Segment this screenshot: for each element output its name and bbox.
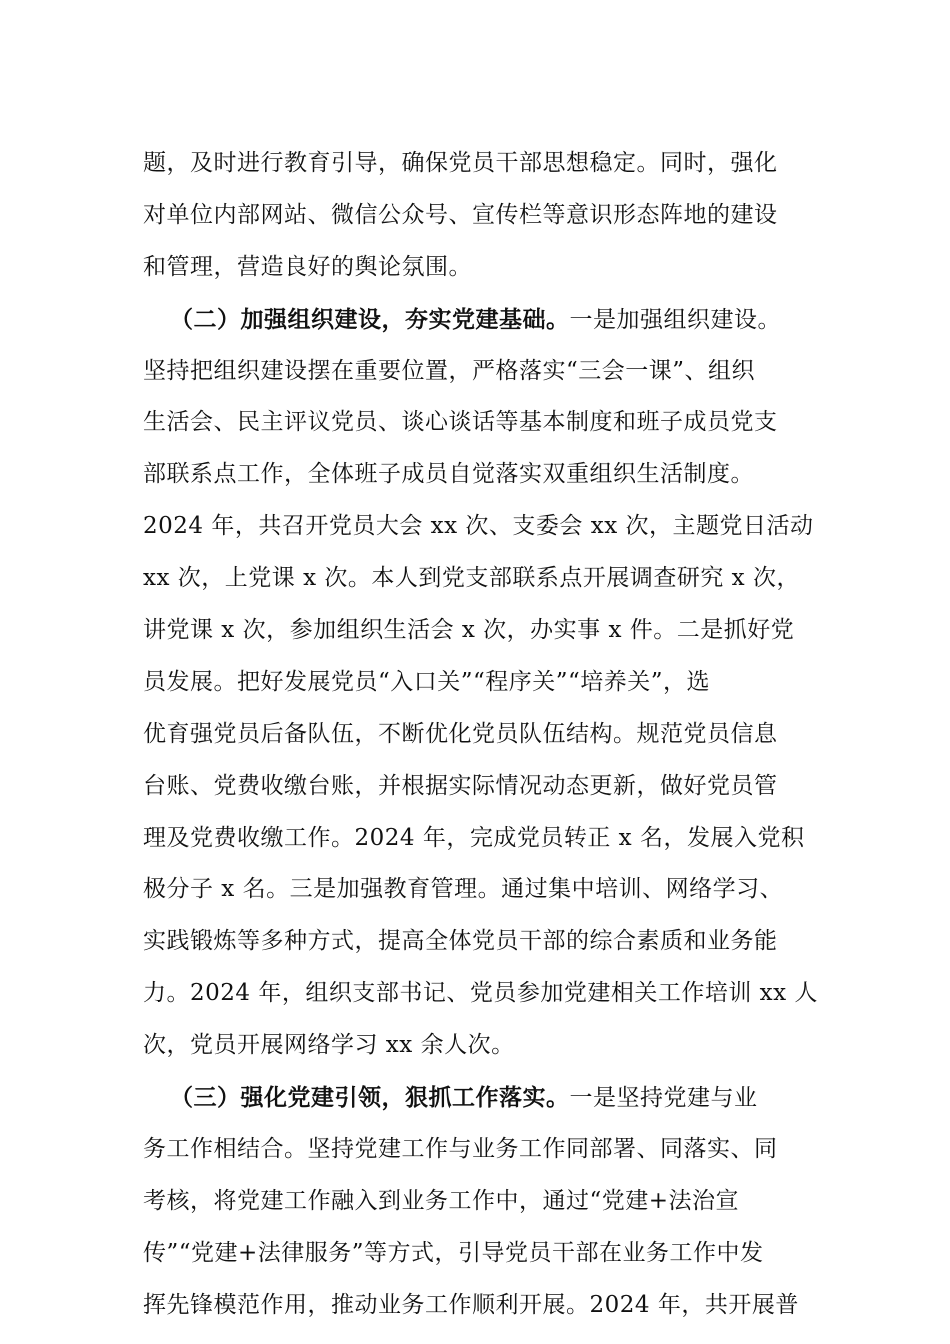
text-line: 一是加强组织建设。 [569, 306, 781, 333]
text-line: 和管理，营造良好的舆论氛围。 [143, 253, 472, 280]
section-heading: （三）强化党建引领，狠抓工作落实。 [170, 1084, 570, 1112]
text-line: 讲党课 x 次，参加组织生活会 x 次，办实事 x 件。二是抓好党 [143, 617, 795, 644]
text-line: 台账、党费收缴台账，并根据实际情况动态更新，做好党员管 [143, 772, 778, 799]
text-line: 理及党费收缴工作。2024 年，完成党员转正 x 名，发展入党积 [143, 824, 805, 851]
text-line: 部联系点工作，全体班子成员自觉落实双重组织生活制度。 [143, 461, 754, 488]
body-text [143, 138, 828, 1331]
section-heading-line [143, 294, 828, 346]
text-line: 次，党员开展网络学习 xx 余人次。 [143, 1032, 515, 1059]
section-heading-line [143, 1072, 828, 1124]
text-line: 员发展。把好发展党员“入口关”“程序关”“培养关”，选 [143, 668, 711, 695]
text-line: 2024 年，共召开党员大会 xx 次、支委会 xx 次，主题党日活动 [143, 513, 814, 540]
text-line: 力。2024 年，组织支部书记、党员参加党建相关工作培训 xx 人 [143, 980, 818, 1007]
text-line: 挥先锋模范作用，推动业务工作顺利开展。2024 年，共开展普 [143, 1291, 799, 1318]
text-line: 题，及时进行教育引导，确保党员干部思想稳定。同时，强化 [143, 150, 778, 176]
text-line: 优育强党员后备队伍，不断优化党员队伍结构。规范党员信息 [143, 720, 778, 747]
text-line: 传”“党建+法律服务”等方式，引导党员干部在业务工作中发 [143, 1239, 764, 1266]
text-line: 务工作相结合。坚持党建工作与业务工作同部署、同落实、同 [143, 1135, 778, 1162]
text-line: 对单位内部网站、微信公众号、宣传栏等意识形态阵地的建设 [143, 201, 778, 228]
text-line: 考核，将党建工作融入到业务工作中，通过“党建+法治宣 [143, 1187, 740, 1214]
text-line: 一是坚持党建与业 [569, 1085, 758, 1112]
text-line: 坚持把组织建设摆在重要位置，严格落实“三会一课”、组织 [143, 357, 756, 384]
text-line: 生活会、民主评议党员、谈心谈话等基本制度和班子成员党支 [143, 409, 778, 436]
text-line: 实践锻炼等多种方式，提高全体党员干部的综合素质和业务能 [143, 928, 778, 955]
section-heading: （二）加强组织建设，夯实党建基础。 [170, 305, 570, 333]
text-line: xx 次，上党课 x 次。本人到党支部联系点开展调查研究 x 次， [143, 565, 800, 592]
text-line: 极分子 x 名。三是加强教育管理。通过集中培训、网络学习、 [143, 876, 784, 903]
